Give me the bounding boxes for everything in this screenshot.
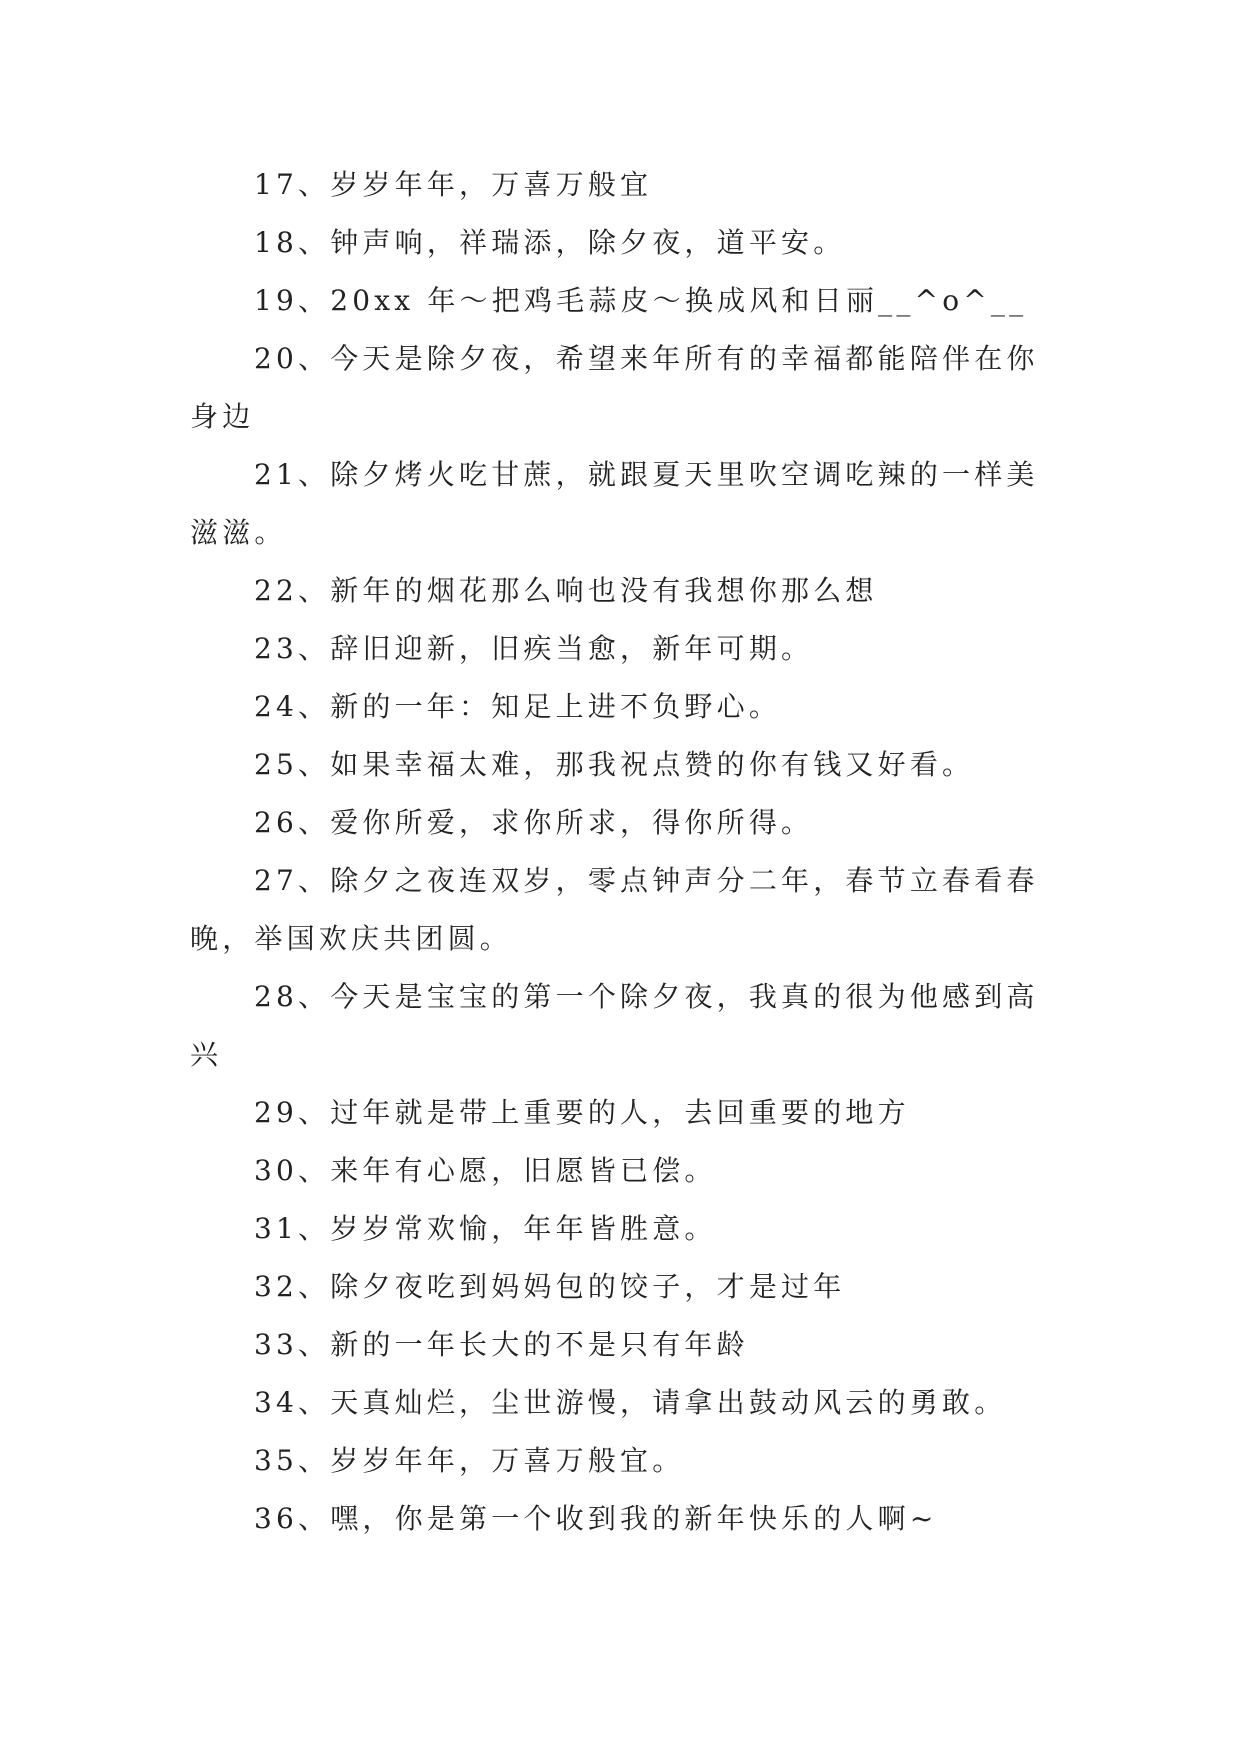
paragraph-19: 19、20xx 年～把鸡毛蒜皮～换成风和日丽__^o^__	[254, 284, 1028, 317]
paragraph-22: 22、新年的烟花那么响也没有我想你那么想	[254, 574, 878, 607]
document-body	[190, 156, 1055, 1548]
paragraph-24: 24、新的一年：知足上进不负野心。	[254, 690, 782, 723]
paragraph-21: 21、除夕烤火吃甘蔗，就跟夏天里吹空调吃辣的一样美滋滋。	[190, 458, 1039, 549]
paragraph-27: 27、除夕之夜连双岁，零点钟声分二年，春节立春看春晚，举国欢庆共团圆。	[190, 864, 1039, 955]
paragraph-29: 29、过年就是带上重要的人，去回重要的地方	[254, 1096, 910, 1129]
paragraph-20: 20、今天是除夕夜，希望来年所有的幸福都能陪伴在你身边	[190, 342, 1039, 433]
paragraph-26: 26、爱你所爱，求你所求，得你所得。	[254, 806, 814, 839]
paragraph-28: 28、今天是宝宝的第一个除夕夜，我真的很为他感到高兴	[190, 980, 1039, 1071]
paragraph-36: 36、嘿，你是第一个收到我的新年快乐的人啊~	[254, 1502, 938, 1535]
paragraph-33: 33、新的一年长大的不是只有年龄	[254, 1328, 749, 1361]
paragraph-25: 25、如果幸福太难，那我祝点赞的你有钱又好看。	[254, 748, 975, 781]
paragraph-34: 34、天真灿烂，尘世游慢，请拿出鼓动风云的勇敢。	[254, 1386, 1007, 1419]
paragraph-18: 18、钟声响，祥瑞添，除夕夜，道平安。	[254, 226, 846, 259]
paragraph-30: 30、来年有心愿，旧愿皆已偿。	[254, 1154, 717, 1187]
paragraph-32: 32、除夕夜吃到妈妈包的饺子，才是过年	[254, 1270, 846, 1303]
paragraph-31: 31、岁岁常欢愉，年年皆胜意。	[254, 1212, 717, 1245]
paragraph-23: 23、辞旧迎新，旧疾当愈，新年可期。	[254, 632, 814, 665]
paragraph-17: 17、岁岁年年，万喜万般宜	[254, 168, 653, 201]
paragraph-35: 35、岁岁年年，万喜万般宜。	[254, 1444, 685, 1477]
